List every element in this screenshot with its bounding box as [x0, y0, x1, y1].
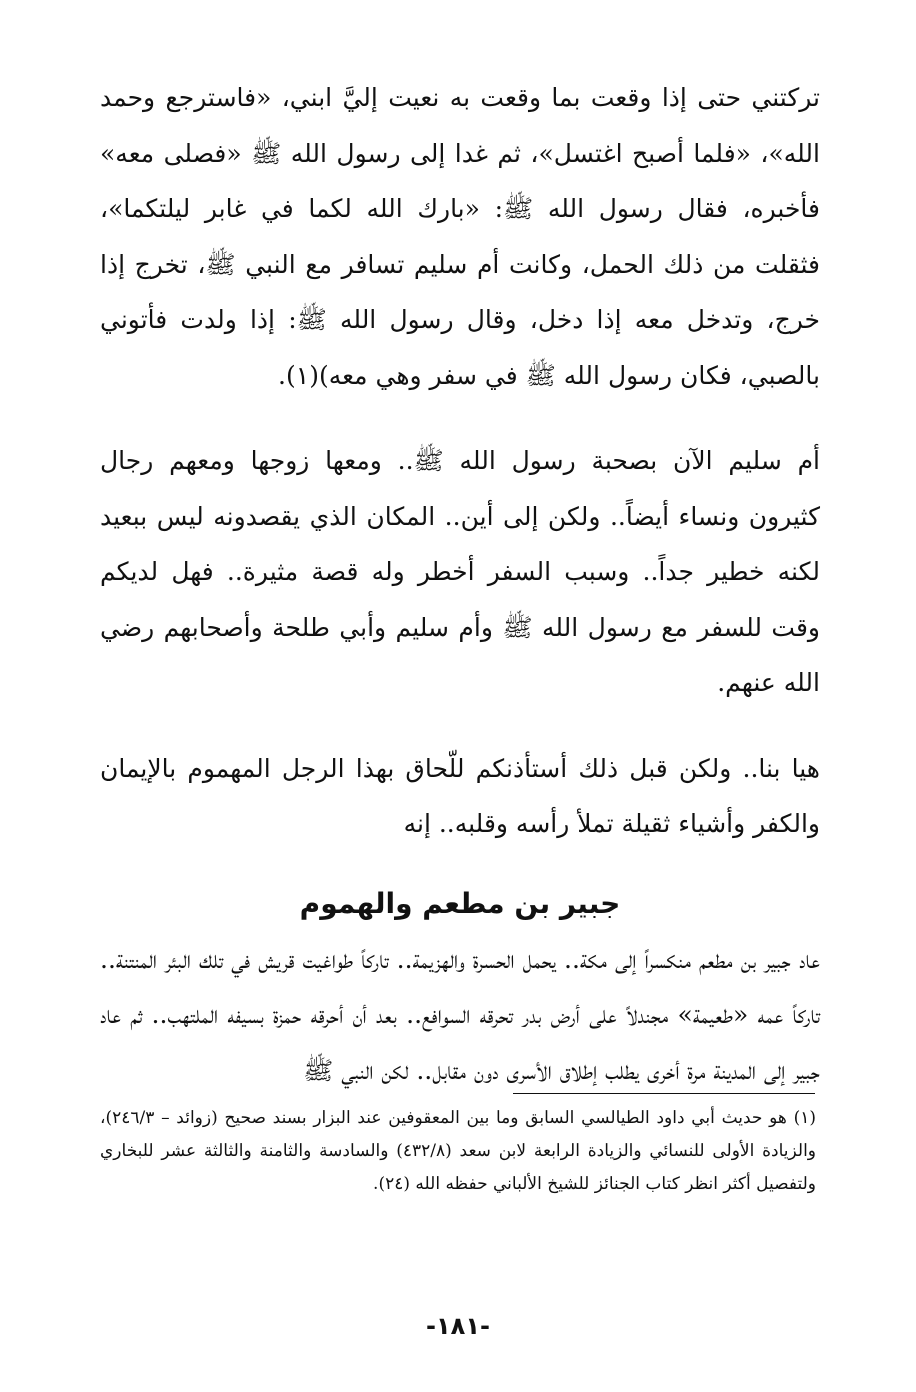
footnote-divider [513, 1093, 815, 1094]
paragraph-3: هيا بنا.. ولكن قبل ذلك أستأذنكم للّحاق بهذا الرجل المهموم بالإيمان والكفر وأشياء ثقيلة تملأ رأسه وقلبه.. إنه [100, 753, 820, 838]
main-text [100, 70, 820, 1098]
page-number: -١٨١- [426, 1312, 490, 1340]
footnote-1: (١) هو حديث أبي داود الطيالسي السابق وما بين المعقوفين عند البزار بسند صحيح (زوائد – ٢٤٦/٣)، والزيادة الأولى للنسائي والزيادة الرابعة لابن سعد (٤٣٢/٨) والسادسة والثامنة والثالثة عشر للبخاري ولتفصيل أكثر انظر كتاب الجنائز للشيخ الألباني حفظه الله (٢٤). [100, 1108, 816, 1194]
paragraph-1: تركتني حتى إذا وقعت بما وقعت به نعيت إليَّ ابني، «فاسترجع وحمد الله»، «فلما أصبح اغتسل»، ثم غدا إلى رسول الله ﷺ «فصلى معه» فأخبره، فقال رسول الله ﷺ: «بارك الله لكما في غابر ليلتكما»، فثقلت من ذلك الحمل، وكانت أم سليم تسافر مع النبي ﷺ، تخرج إذا خرج، وتدخل معه إذا دخل، وقال رسول الله ﷺ: إذا ولدت فأتوني بالصبي، فكان رسول الله ﷺ في سفر وهي معه)(١). [100, 83, 820, 390]
footnotes [100, 1102, 816, 1201]
section-paragraph: عاد جبير بن مطعم منكسراً إلى مكة.. يحمل الحسرة والهزيمة.. تاركاً طواغيت قريش في تلك البئر المنتنة.. تاركاً عمه «طعيمة» مجندلاً على أرض بدر تحرقه السوافع.. بعد أن أحرقه حمزة بسيفه الملتهب.. ثم عاد جبير إلى المدينة مرة أخرى يطلب إطلاق الأسرى دون مقابل.. لكن النبي ﷺ [100, 944, 820, 1085]
paragraph-2: أم سليم الآن بصحبة رسول الله ﷺ.. ومعها زوجها ومعهم رجال كثيرون ونساء أيضاً.. ولكن إلى أين.. المكان الذي يقصدونه ليس ببعيد لكنه خطير جداً.. وسبب السفر أخطر وله قصة مثيرة.. فهل لديكم وقت للسفر مع رسول الله ﷺ وأم سليم وأبي طلحة وأصحابهم رضي الله عنهم. [100, 446, 820, 697]
section-heading: جبير بن مطعم والهموم [299, 886, 621, 920]
